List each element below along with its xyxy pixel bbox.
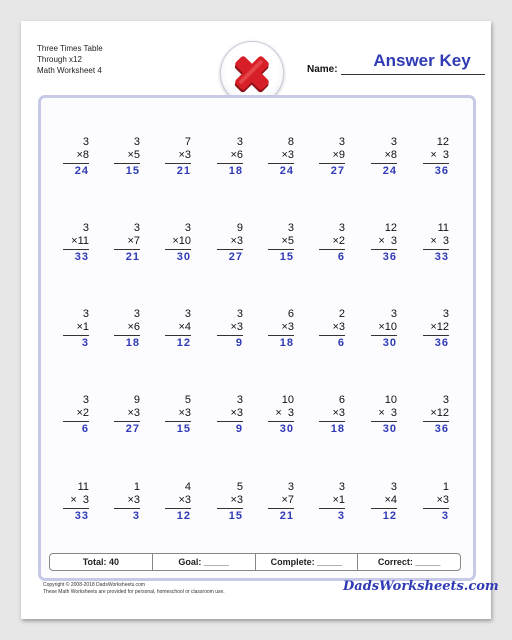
problem-multiplier: ×3 — [127, 407, 140, 419]
problem — [367, 481, 397, 525]
problem — [367, 222, 397, 266]
problem-multiplier: ×8 — [76, 149, 89, 161]
problem — [367, 394, 397, 438]
problem-rule — [114, 508, 140, 509]
problem-multiplicand: 7 — [184, 136, 191, 148]
problem-answer: 12 — [382, 510, 397, 522]
problem-multiplicand: 10 — [384, 394, 397, 406]
brand-logo[interactable]: DadsWorksheets.com — [343, 579, 499, 594]
problem — [264, 308, 294, 352]
problem — [419, 308, 449, 352]
problem-rule — [319, 335, 345, 336]
problem-multiplier: × 3 — [378, 235, 397, 247]
problem-multiplicand: 5 — [236, 481, 243, 493]
problem-rule — [371, 335, 397, 336]
problem-answer: 18 — [228, 165, 243, 177]
problem-rule — [63, 421, 89, 422]
answer-key-title: Answer Key — [373, 51, 471, 70]
problem-multiplicand: 12 — [436, 136, 449, 148]
problem-multiplier: ×7 — [281, 494, 294, 506]
problem-rule — [268, 508, 294, 509]
problem — [59, 308, 89, 352]
problem-multiplier: ×3 — [178, 407, 191, 419]
problem-answer: 3 — [441, 510, 449, 522]
problem-answer: 6 — [337, 337, 345, 349]
title-line-3: Math Worksheet 4 — [37, 66, 102, 75]
problem-rule — [423, 508, 449, 509]
problem-answer: 12 — [176, 337, 191, 349]
problem-answer: 15 — [228, 510, 243, 522]
problem-answer: 33 — [74, 510, 89, 522]
problem — [161, 308, 191, 352]
problem-multiplicand: 4 — [184, 481, 191, 493]
problem-multiplier: ×3 — [332, 407, 345, 419]
problem-multiplier: ×3 — [127, 494, 140, 506]
problem-multiplier: ×3 — [230, 407, 243, 419]
problem-answer: 27 — [228, 251, 243, 263]
copyright — [43, 582, 225, 596]
problem-multiplicand: 3 — [442, 394, 449, 406]
problem — [367, 308, 397, 352]
copyright-line-1: Copyright © 2008-2018 DadsWorksheets.com — [43, 582, 145, 588]
problem-rule — [319, 421, 345, 422]
name-label: Name: — [307, 64, 338, 75]
problem-multiplicand: 3 — [442, 308, 449, 320]
problem-rule — [319, 249, 345, 250]
problem-multiplier: ×3 — [178, 149, 191, 161]
score-bar — [49, 553, 461, 571]
problem-multiplier: ×2 — [76, 407, 89, 419]
problem-rule — [63, 335, 89, 336]
problem-rule — [165, 421, 191, 422]
problem — [110, 136, 140, 180]
problem-rule — [217, 421, 243, 422]
problem-multiplicand: 3 — [338, 481, 345, 493]
problem-rule — [268, 335, 294, 336]
problem — [161, 222, 191, 266]
problem-answer: 27 — [125, 423, 140, 435]
problem-answer: 33 — [74, 251, 89, 263]
problem — [264, 394, 294, 438]
problem — [315, 136, 345, 180]
problem-answer: 15 — [125, 165, 140, 177]
problem — [367, 136, 397, 180]
problem-multiplier: ×6 — [230, 149, 243, 161]
problem — [315, 308, 345, 352]
problem-multiplicand: 3 — [390, 308, 397, 320]
problem-answer: 21 — [125, 251, 140, 263]
problem-multiplier: ×3 — [230, 321, 243, 333]
problem-answer: 6 — [81, 423, 89, 435]
problem-answer: 21 — [176, 165, 191, 177]
problem — [419, 136, 449, 180]
problem-answer: 18 — [279, 337, 294, 349]
problem — [59, 394, 89, 438]
problem-rule — [165, 335, 191, 336]
problem-multiplier: ×12 — [430, 407, 449, 419]
problem-multiplier: ×3 — [281, 149, 294, 161]
problem-multiplicand: 11 — [437, 222, 449, 234]
problem — [264, 481, 294, 525]
problem-rule — [63, 508, 89, 509]
problem-multiplicand: 8 — [287, 136, 294, 148]
worksheet-page — [21, 21, 499, 619]
problem-rule — [371, 421, 397, 422]
problem-multiplicand: 1 — [442, 481, 449, 493]
problem-rule — [423, 421, 449, 422]
problem-answer: 24 — [74, 165, 89, 177]
worksheet-title — [37, 43, 103, 76]
problem — [161, 136, 191, 180]
total-cell: Total: 40 — [82, 557, 120, 567]
problem-answer: 15 — [176, 423, 191, 435]
problem — [419, 481, 449, 525]
problem-multiplier: ×5 — [281, 235, 294, 247]
problem-answer: 36 — [434, 423, 449, 435]
problem-multiplicand: 3 — [82, 136, 89, 148]
problem-multiplier: × 3 — [275, 407, 294, 419]
problem-multiplier: ×7 — [127, 235, 140, 247]
problem-multiplier: × 3 — [378, 407, 397, 419]
name-underline — [341, 74, 485, 75]
problem-multiplier: ×5 — [127, 149, 140, 161]
problem-answer: 30 — [382, 337, 397, 349]
problem-answer: 30 — [279, 423, 294, 435]
problem-rule — [319, 508, 345, 509]
problem-multiplier: ×3 — [332, 321, 345, 333]
copyright-line-2: These Math Worksheets are provided for personal, homeschool or classroom use. — [43, 589, 225, 595]
problem — [59, 222, 89, 266]
problem-rule — [371, 249, 397, 250]
problem-multiplier: ×2 — [332, 235, 345, 247]
problem-multiplier: ×9 — [332, 149, 345, 161]
problem-rule — [268, 249, 294, 250]
problem-multiplier: ×3 — [281, 321, 294, 333]
problem — [315, 481, 345, 525]
problem-multiplicand: 3 — [82, 222, 89, 234]
problem — [264, 222, 294, 266]
problem-answer: 36 — [434, 337, 449, 349]
problem-multiplier: ×10 — [172, 235, 191, 247]
problem-answer: 30 — [382, 423, 397, 435]
problem-multiplicand: 6 — [287, 308, 294, 320]
problem-multiplicand: 9 — [236, 222, 243, 234]
problem-answer: 3 — [337, 510, 345, 522]
problem — [110, 308, 140, 352]
problem-multiplicand: 3 — [236, 394, 243, 406]
problem-answer: 36 — [382, 251, 397, 263]
problem-rule — [423, 335, 449, 336]
problem-answer: 3 — [132, 510, 140, 522]
problem — [161, 394, 191, 438]
problem-multiplier: ×1 — [332, 494, 345, 506]
problem — [264, 136, 294, 180]
problem-answer: 3 — [81, 337, 89, 349]
problem — [419, 394, 449, 438]
problem-rule — [319, 163, 345, 164]
correct-cell: Correct: _____ — [357, 554, 460, 570]
problem-answer: 9 — [235, 423, 243, 435]
problem-multiplier: ×4 — [178, 321, 191, 333]
problem — [59, 481, 89, 525]
problem-rule — [268, 163, 294, 164]
problem-multiplier: × 3 — [70, 494, 89, 506]
problem-multiplicand: 3 — [184, 222, 191, 234]
problem — [110, 394, 140, 438]
problem — [161, 481, 191, 525]
problem-multiplier: ×8 — [384, 149, 397, 161]
problem-rule — [63, 249, 89, 250]
problem-multiplier: ×4 — [384, 494, 397, 506]
problem-multiplicand: 3 — [287, 481, 294, 493]
problems-frame — [38, 95, 476, 581]
goal-cell: Goal: _____ — [152, 554, 255, 570]
problem-multiplier: ×11 — [71, 235, 89, 247]
problem-answer: 9 — [235, 337, 243, 349]
problem — [213, 481, 243, 525]
problem-rule — [268, 421, 294, 422]
problem-rule — [217, 163, 243, 164]
problem-multiplier: ×6 — [127, 321, 140, 333]
problem-multiplicand: 3 — [287, 222, 294, 234]
problem-multiplicand: 3 — [390, 136, 397, 148]
problem-multiplicand: 3 — [184, 308, 191, 320]
problem-rule — [217, 249, 243, 250]
problem — [213, 222, 243, 266]
problem-answer: 30 — [176, 251, 191, 263]
problem-multiplicand: 2 — [338, 308, 345, 320]
problem — [213, 394, 243, 438]
problem-answer: 6 — [337, 251, 345, 263]
problem — [315, 222, 345, 266]
problem-answer: 12 — [176, 510, 191, 522]
problem-rule — [371, 163, 397, 164]
problem-multiplicand: 9 — [133, 394, 140, 406]
problem-answer: 27 — [330, 165, 345, 177]
problem-multiplicand: 3 — [338, 136, 345, 148]
problem-multiplicand: 10 — [281, 394, 294, 406]
problem-rule — [371, 508, 397, 509]
problems-grid — [41, 98, 473, 578]
problem-answer: 33 — [434, 251, 449, 263]
problem-multiplier: ×3 — [230, 235, 243, 247]
problem-multiplicand: 12 — [384, 222, 397, 234]
problem-multiplier: × 3 — [430, 149, 449, 161]
problem-rule — [423, 249, 449, 250]
problem-rule — [114, 335, 140, 336]
problem-multiplier: ×3 — [230, 494, 243, 506]
problem-multiplicand: 3 — [133, 308, 140, 320]
problem-multiplier: × 3 — [430, 235, 449, 247]
complete-cell: Complete: _____ — [255, 554, 358, 570]
problem-answer: 24 — [382, 165, 397, 177]
problem-multiplier: ×12 — [430, 321, 449, 333]
problem-multiplier: ×10 — [378, 321, 397, 333]
problem-multiplicand: 3 — [390, 481, 397, 493]
problem-multiplicand: 11 — [77, 481, 89, 493]
problem — [213, 136, 243, 180]
problem-rule — [165, 163, 191, 164]
problem-rule — [114, 163, 140, 164]
problem-multiplicand: 3 — [338, 222, 345, 234]
problem-rule — [114, 421, 140, 422]
problem-rule — [165, 508, 191, 509]
problem-multiplicand: 1 — [133, 481, 140, 493]
problem-answer: 18 — [330, 423, 345, 435]
problem-multiplier: ×3 — [178, 494, 191, 506]
problem-multiplicand: 3 — [82, 394, 89, 406]
name-field — [307, 51, 487, 75]
problem — [59, 136, 89, 180]
problem-multiplicand: 3 — [133, 136, 140, 148]
problem-multiplicand: 6 — [338, 394, 345, 406]
problem-multiplicand: 5 — [184, 394, 191, 406]
problem — [315, 394, 345, 438]
problem-answer: 18 — [125, 337, 140, 349]
problem — [110, 481, 140, 525]
title-line-1: Three Times Table — [37, 44, 103, 53]
problem-answer: 21 — [279, 510, 294, 522]
problem-rule — [423, 163, 449, 164]
problem-multiplicand: 3 — [133, 222, 140, 234]
problem-multiplicand: 3 — [82, 308, 89, 320]
problem-multiplicand: 3 — [236, 136, 243, 148]
problem-answer: 15 — [279, 251, 294, 263]
problem — [419, 222, 449, 266]
problem-answer: 24 — [279, 165, 294, 177]
problem-multiplier: ×3 — [436, 494, 449, 506]
problem-rule — [114, 249, 140, 250]
problem-answer: 36 — [434, 165, 449, 177]
problem-rule — [217, 508, 243, 509]
problem-rule — [217, 335, 243, 336]
problem-rule — [63, 163, 89, 164]
problem-multiplier: ×1 — [76, 321, 89, 333]
problem — [213, 308, 243, 352]
problem — [110, 222, 140, 266]
problem-multiplicand: 3 — [236, 308, 243, 320]
title-line-2: Through x12 — [37, 55, 82, 64]
problem-rule — [165, 249, 191, 250]
